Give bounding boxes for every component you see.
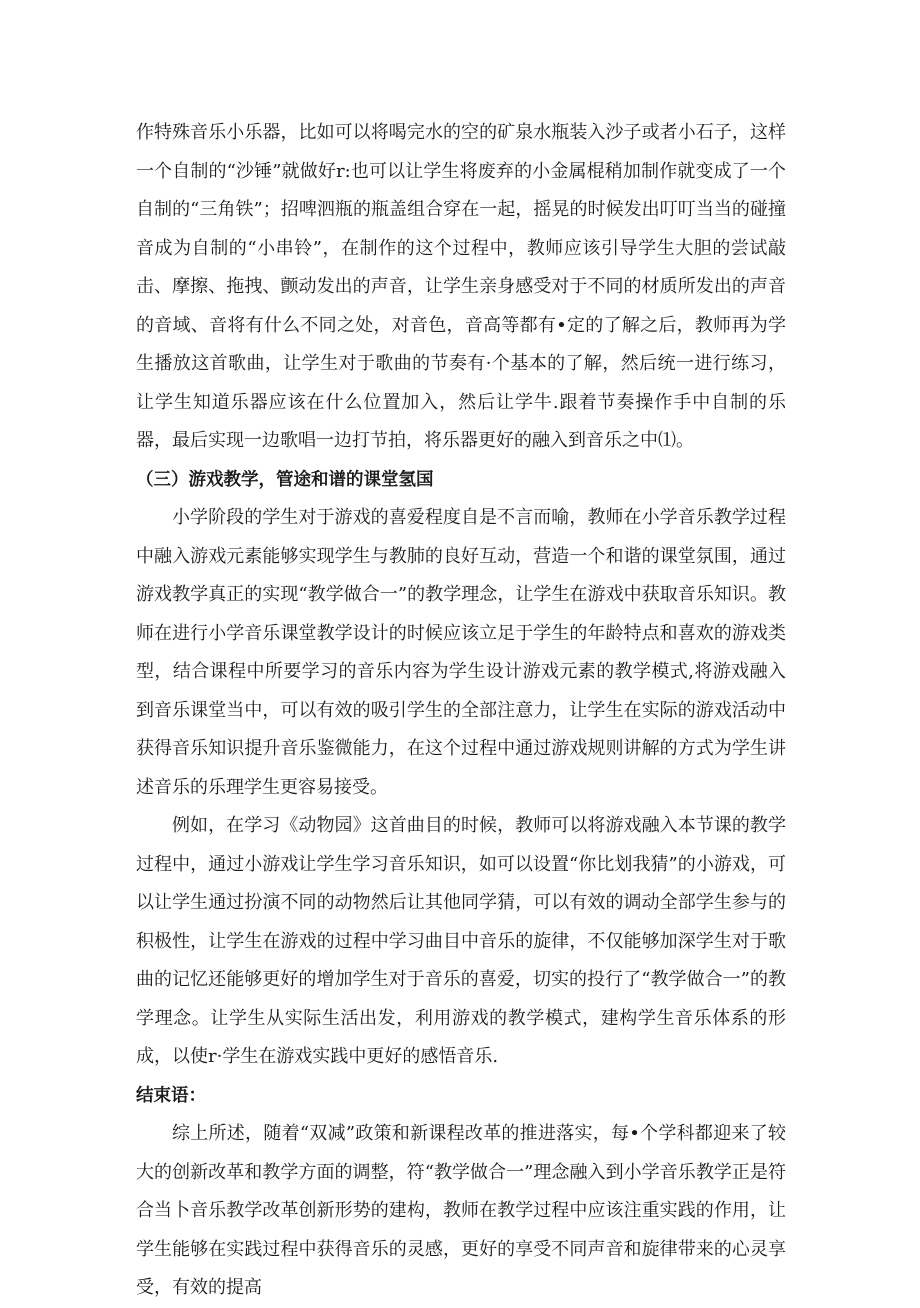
document-body	[136, 114, 786, 1308]
paragraph-example-zoo: 例如，在学习《动物园》这首曲目的时候，教师可以将游戏融入本节课的教学过程中，通过小游戏让学生学习音乐知识，如可以设置“你比划我猜”的小游戏，可以让学生通过扮演不同的动物然后让其他同学猜，可以有效的调动全部学生参与的积极性，让学生在游戏的过程中学习曲目中音乐的旋律，不仅能够加深学生对于歌曲的记忆还能够更好的增加学生对于音乐的喜爱，切实的投行了“教学做合一”的教学理念。让学生从实际生活出发，利用游戏的教学模式，建构学生音乐体系的形成，以使r·学生在游戏实践中更好的感悟音乐.	[136, 815, 786, 1067]
section-heading-game-teaching: （三）游戏教学，管途和谱的课堂氢国	[136, 469, 434, 490]
conclusion-heading: 结束语：	[136, 1085, 206, 1106]
paragraph-homemade-instruments: 作特殊音乐小乐器，比如可以将喝完水的空的矿泉水瓶装入沙子或者小石子，这样一个自制的“沙锤”就做好r:也可以让学生将废弃的小金属棍稍加制作就变成了一个自制的“三角铁”；招啤泗瓶的瓶盖组合穿在一起，摇晃的时候发出叮叮当当的碰撞音成为自制的“小串铃”，在制作的这个过程中，教师应该引导学生大胆的尝试敲击、摩擦、拖拽、颤动发出的声音，让学生亲身感受对于不同的材质所发出的声音的音域、音将有什么不同之处，对音色，音高等都有•定的了解之后，教师再为学生播放这首歌曲，让学生对于歌曲的节奏有·个基本的了解，然后统一进行练习，让学生知道乐器应该在什么位置加入，然后让学牛.跟着节奏操作手中自制的乐器，最后实现一边歌唱一边打节拍，将乐器更好的融入到音乐之中⑴。	[136, 122, 786, 451]
paragraph-game-elements: 小学阶段的学生对于游戏的喜爱程度自是不言而喻，教师在小学音乐教学过程中融入游戏元素能够实现学生与教肺的良好互动，营造一个和谐的课堂氛围，通过游戏教学真正的实现“教学做合一”的教学理念，让学生在游戏中获取音乐知识。教师在进行小学音乐课堂教学设计的时候应该立足于学生的年龄特点和喜欢的游戏类型，结合课程中所要学习的音乐内容为学生设计游戏元素的教学模式,将游戏融入到音乐课堂当中，可以有效的吸引学生的全部注意力，让学生在实际的游戏活动中获得音乐知识提升音乐鉴微能力，在这个过程中通过游戏规则讲解的方式为学生讲述音乐的乐理学生更容易接受。	[136, 507, 786, 798]
paragraph-conclusion: 综上所述，随着“双减”政策和新课程改革的推进落实，每•个学科都迎来了较大的创新改革和教学方面的调整，符“教学做合一”理念融入到小学音乐教学正是符合当卜音乐教学改革创新形势的建构，教师在教学过程中应该注重实践的作用，让学生能够在实践过程中获得音乐的灵感，更好的享受不同声音和旋律带来的心灵享受，有效的提高	[136, 1123, 786, 1298]
